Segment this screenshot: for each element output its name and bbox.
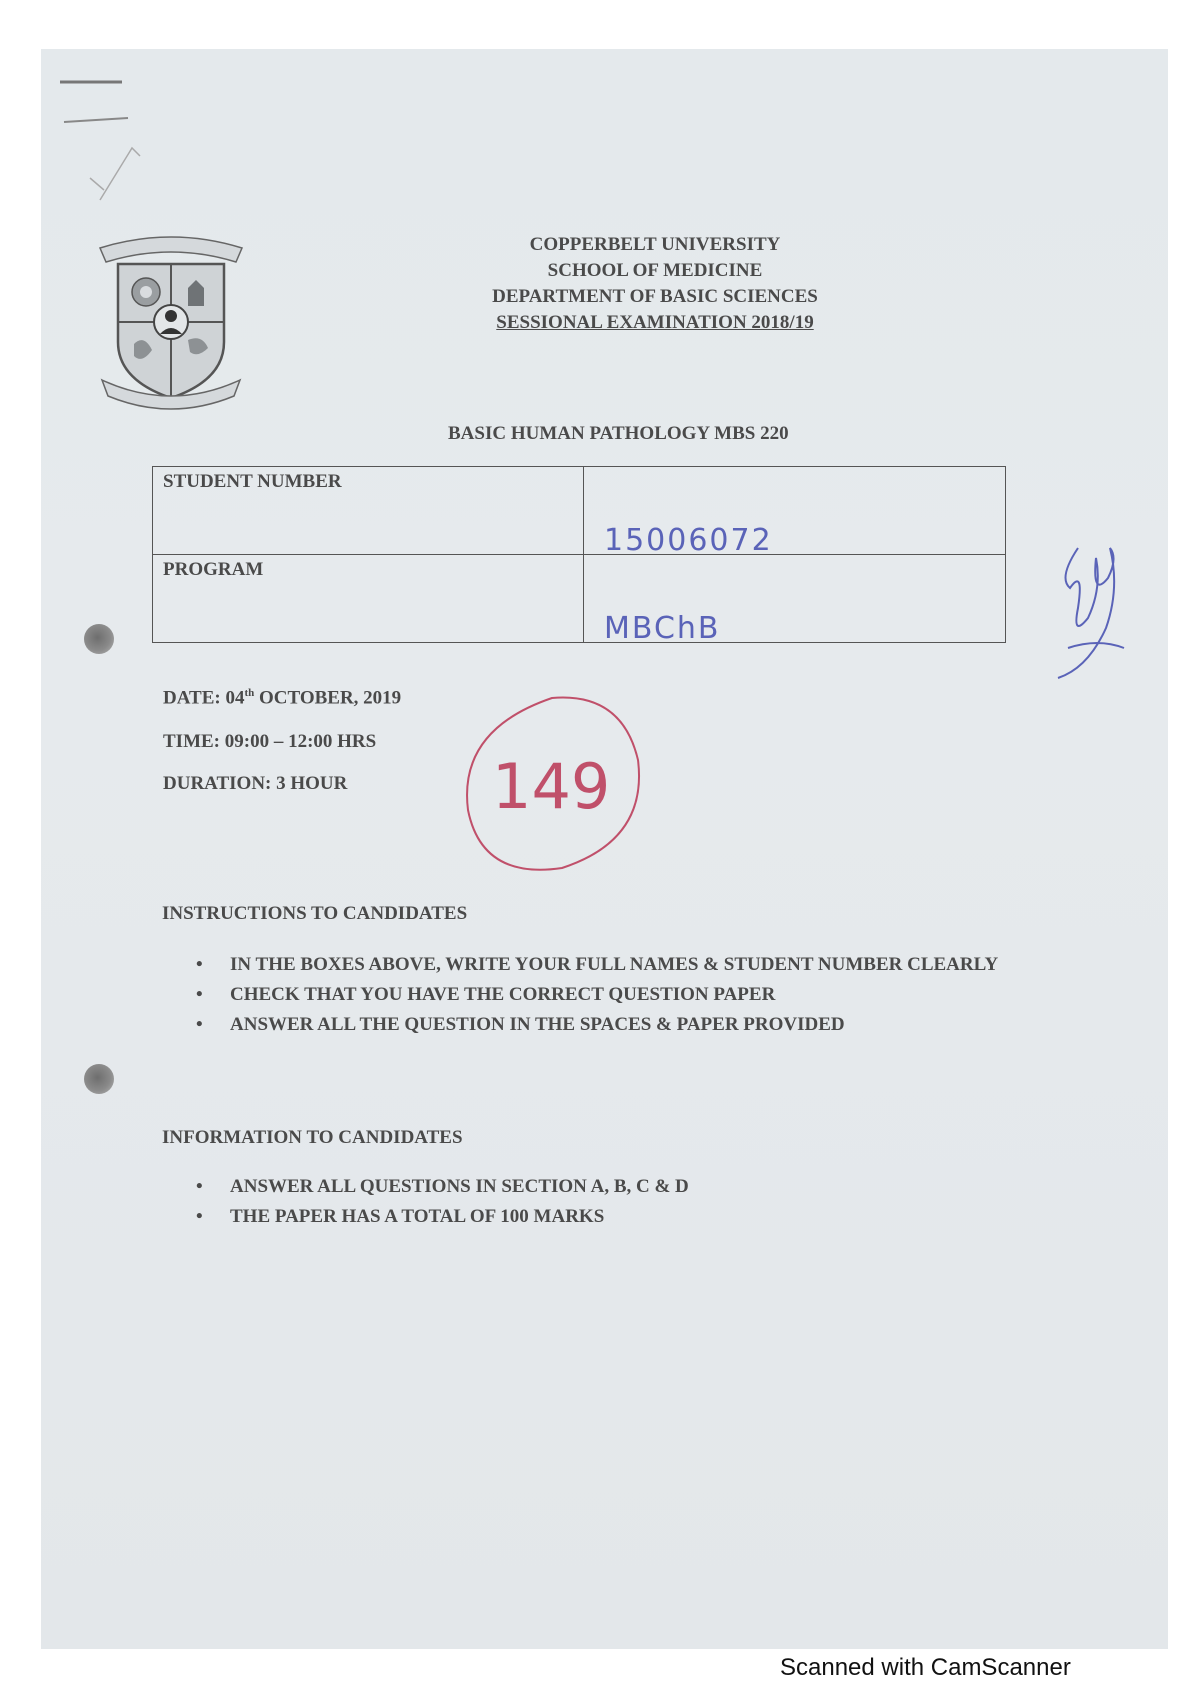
- exam-header: [420, 232, 890, 336]
- instruction-item: • ANSWER ALL THE QUESTION IN THE SPACES & PAPER PROVIDED: [196, 1010, 1046, 1040]
- instructions-list: [196, 950, 1046, 1040]
- punch-hole-bottom: [84, 1064, 114, 1094]
- punch-hole-top: [84, 624, 114, 654]
- information-item: • ANSWER ALL QUESTIONS IN SECTION A, B, C & D: [196, 1172, 1046, 1202]
- circled-score-mark: [452, 690, 652, 880]
- program-label: PROGRAM: [163, 559, 264, 580]
- university-crest-logo: [96, 230, 246, 415]
- handwritten-signature: [1048, 528, 1138, 688]
- exam-time: TIME: 09:00 – 12:00 HRS: [163, 731, 377, 752]
- course-title: BASIC HUMAN PATHOLOGY MBS 220: [448, 423, 789, 444]
- student-number-label-cell: [153, 467, 584, 555]
- student-number-handwritten: 15006072: [604, 523, 773, 558]
- score-text: 149: [492, 750, 611, 823]
- instruction-item: • IN THE BOXES ABOVE, WRITE YOUR FULL NAMES & STUDENT NUMBER CLEARLY: [196, 950, 1046, 980]
- student-number-cell[interactable]: [584, 467, 1006, 558]
- information-title: INFORMATION TO CANDIDATES: [162, 1127, 463, 1148]
- program-cell[interactable]: [584, 555, 1006, 646]
- school-name: SCHOOL OF MEDICINE: [547, 260, 763, 281]
- exam-duration: DURATION: 3 HOUR: [163, 773, 348, 794]
- student-number-label: STUDENT NUMBER: [163, 471, 342, 492]
- information-list: [196, 1172, 1046, 1232]
- camscanner-watermark: Scanned with CamScanner: [780, 1654, 1071, 1681]
- exam-date: DATE: 04th OCTOBER, 2019: [163, 687, 402, 709]
- program-handwritten: MBChB: [604, 611, 721, 646]
- instruction-item: • CHECK THAT YOU HAVE THE CORRECT QUESTION PAPER: [196, 980, 1046, 1010]
- staple-marks: [60, 70, 180, 210]
- program-label-cell: [153, 555, 584, 643]
- exam-session: SESSIONAL EXAMINATION 2018/19: [496, 312, 814, 333]
- instructions-title: INSTRUCTIONS TO CANDIDATES: [162, 903, 468, 924]
- department-name: DEPARTMENT OF BASIC SCIENCES: [492, 286, 818, 307]
- university-name: COPPERBELT UNIVERSITY: [529, 234, 781, 255]
- information-item: • THE PAPER HAS A TOTAL OF 100 MARKS: [196, 1202, 1046, 1232]
- student-info-table: [152, 466, 1006, 646]
